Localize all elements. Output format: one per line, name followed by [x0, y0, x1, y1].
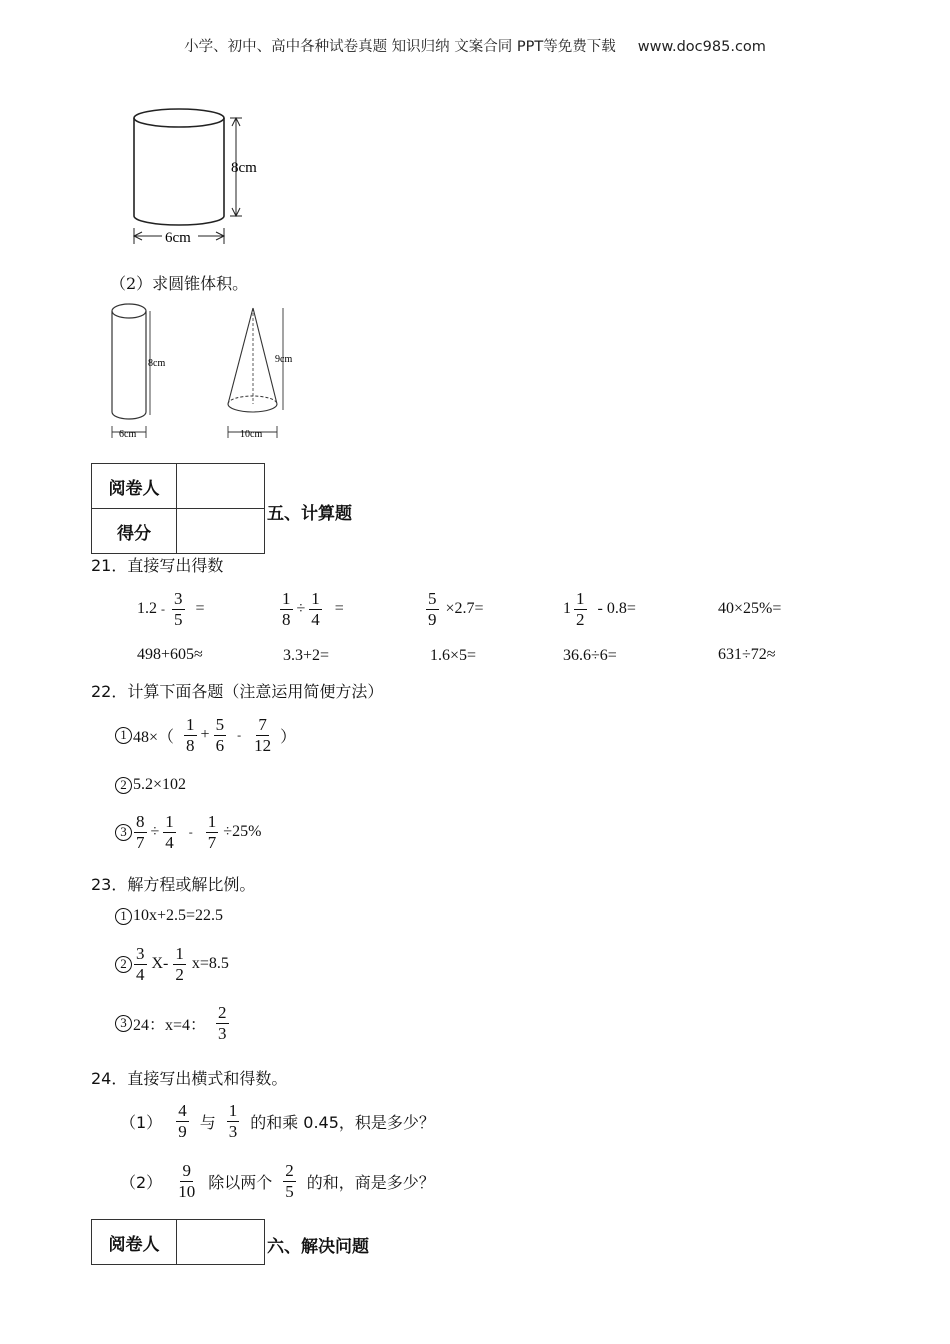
width-label: 6cm — [165, 230, 191, 246]
circle-number: 1 — [115, 727, 132, 744]
q22-item-3: 3 $\frac{8}{7}$ ÷ $\frac{1}{4}$ - $\frac{1}{7}$ ÷25% — [115, 812, 261, 852]
grader-cell[interactable] — [177, 1220, 265, 1265]
cone-height-label: 9cm — [275, 354, 293, 365]
cylinder-figure — [120, 100, 280, 250]
q21-item-h: 1.6×5= — [430, 647, 477, 664]
q21-item-c: $\frac{5}{9}$ ×2.7= — [428, 589, 484, 629]
q21-item-g: 3.3+2= — [283, 647, 330, 664]
cyl-height-label: 8cm — [148, 358, 166, 369]
q23-item-2: 2 $\frac{3}{4}$ X- $\frac{1}{2}$ x=8.5 — [115, 944, 229, 984]
q21-item-e: 40×25%= — [718, 600, 782, 617]
q21-item-f: 498+605≈ — [137, 646, 203, 663]
score-table-1 — [91, 463, 265, 554]
circle-number: 2 — [115, 956, 132, 973]
circle-number: 3 — [115, 824, 132, 841]
header-url[interactable]: www.doc985.com — [637, 39, 766, 55]
height-label: 8cm — [231, 160, 257, 176]
circle-number: 3 — [115, 1015, 132, 1032]
cone-width-label: 10cm — [240, 429, 263, 440]
q23-title: 23．解方程或解比例。 — [91, 875, 256, 894]
q23-item-3: 3 24：x=4： $\frac{2}{3}$ — [115, 1003, 232, 1043]
q24-item-2: （2） $\frac{9}{10}$ 除以两个 $\frac{2}{5}$ 的和，商是多少？ — [120, 1161, 435, 1201]
q21-title: 21．直接写出得数 — [91, 556, 224, 575]
section-6-title: 六、解决问题 — [267, 1237, 369, 1257]
circle-number: 1 — [115, 908, 132, 925]
q24-title: 24．直接写出横式和得数。 — [91, 1069, 288, 1088]
grader-label: 阅卷人 — [92, 464, 177, 509]
q21-item-d: 1 $\frac{1}{2}$ - 0.8= — [563, 589, 636, 629]
header-text: 小学、初中、高中各种试卷真题 知识归纳 文案合同 PPT等免费下载 — [184, 39, 616, 55]
q22-item-2: 2 5.2×102 — [115, 776, 186, 794]
section-5-title: 五、计算题 — [267, 504, 352, 524]
q23-item-1: 1 10x+2.5=22.5 — [115, 907, 223, 925]
part2-label: （2）求圆锥体积。 — [110, 274, 249, 293]
q21-item-b: $\frac{1}{8}$ ÷ $\frac{1}{4}$ = — [282, 589, 344, 629]
q22-title: 22．计算下面各题（注意运用简便方法） — [91, 682, 384, 701]
q21-item-i: 36.6÷6= — [563, 647, 617, 664]
score-table-2 — [91, 1219, 265, 1265]
score-label: 得分 — [92, 509, 177, 554]
q24-item-1: （1） $\frac{4}{9}$ 与 $\frac{1}{3}$ 的和乘 0.45，积是多少？ — [120, 1101, 435, 1141]
cyl-width-label: 6cm — [119, 429, 137, 440]
grader-label: 阅卷人 — [92, 1220, 177, 1265]
grader-cell[interactable] — [177, 464, 265, 509]
q21-item-j: 631÷72≈ — [718, 646, 776, 663]
q22-item-1: 1 48×（ $\frac{1}{8}$ + $\frac{5}{6}$ - $\frac{7}{12}$ ） — [115, 715, 296, 755]
q21-item-a: 1.2 - $\frac{3}{5}$ = — [137, 589, 205, 629]
circle-number: 2 — [115, 777, 132, 794]
cylinder-cone-figure — [105, 300, 305, 450]
score-cell[interactable] — [177, 509, 265, 554]
page-header — [0, 35, 950, 56]
